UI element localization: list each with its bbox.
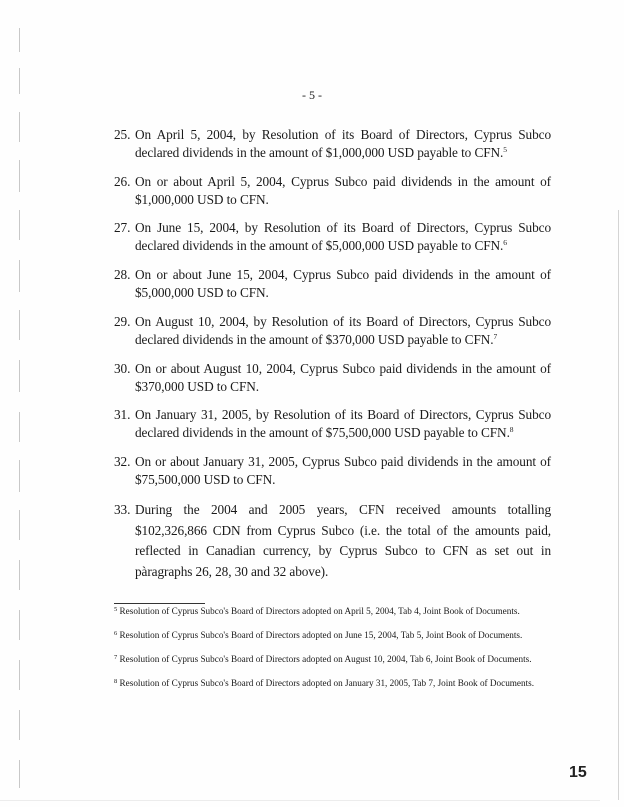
footnote-mark: 7 [114, 654, 118, 661]
edge-mark [19, 510, 20, 540]
paragraph-number: 32. [114, 454, 131, 469]
footnote-separator [114, 603, 205, 604]
edge-mark [19, 710, 20, 740]
edge-mark [19, 560, 20, 590]
bottom-page-edge [0, 800, 600, 801]
footnote-ref: 5 [503, 145, 507, 154]
paragraph-text: During the 2004 and 2005 years, CFN received amounts totalling $102,326,866 CDN from Cyprus Subco (i.e. the total of the amounts paid, reflected in Canadian currency, by Cyprus Subco to CFN as set out in pàragraphs 26, 28, 30 and 32 above). [135, 502, 551, 579]
edge-mark [19, 160, 20, 192]
footnote-text: Resolution of Cyprus Subco's Board of Directors adopted on January 31, 2005, Tab 7, Joint Book of Documents. [119, 678, 535, 688]
paragraph-number: 25. [114, 127, 131, 142]
binder-edge-marks [17, 20, 23, 790]
edge-mark [19, 112, 20, 142]
footnote-text: Resolution of Cyprus Subco's Board of Directors adopted on April 5, 2004, Tab 4, Joint Book of Documents. [119, 606, 520, 616]
edge-mark [19, 260, 20, 292]
edge-mark [19, 210, 20, 240]
footnote-7 [114, 654, 550, 665]
paragraph-text: On or about August 10, 2004, Cyprus Subco paid dividends in the amount of $370,000 USD to CFN. [135, 361, 551, 394]
paragraph-number: 27. [114, 220, 131, 235]
paragraph-26 [114, 173, 551, 209]
paragraph-text: On or about April 5, 2004, Cyprus Subco paid dividends in the amount of $1,000,000 USD to CFN. [135, 174, 551, 207]
paragraph-text: On August 10, 2004, by Resolution of its Board of Directors, Cyprus Subco declared dividends in the amount of $370,000 USD payable to CFN. [135, 314, 551, 347]
paragraph-27 [114, 219, 551, 255]
paragraph-25 [114, 126, 551, 162]
page-number-header: - 5 - [302, 88, 322, 102]
footnote-6 [114, 630, 550, 641]
paragraph-text: On or about January 31, 2005, Cyprus Subco paid dividends in the amount of $75,500,000 USD to CFN. [135, 454, 551, 487]
edge-mark [19, 28, 20, 52]
paragraph-30 [114, 360, 551, 396]
paragraph-number: 31. [114, 407, 131, 422]
edge-mark [19, 660, 20, 690]
paragraph-number: 30. [114, 361, 131, 376]
paragraph-number: 28. [114, 267, 131, 282]
paragraph-number: 33. [114, 502, 131, 517]
paragraph-32 [114, 453, 551, 489]
footnote-mark: 8 [114, 678, 118, 685]
paragraph-28 [114, 266, 551, 302]
footnote-ref: 6 [503, 238, 507, 247]
footnote-text: Resolution of Cyprus Subco's Board of Directors adopted on August 10, 2004, Tab 6, Joint Book of Documents. [119, 654, 532, 664]
footnote-8 [114, 678, 550, 689]
edge-mark [19, 460, 20, 492]
paragraph-text: On June 15, 2004, by Resolution of its Board of Directors, Cyprus Subco declared dividends in the amount of $5,000,000 USD payable to CFN. [135, 220, 551, 253]
footnote-5 [114, 606, 550, 617]
bates-page-number: 15 [569, 764, 587, 781]
paragraph-29 [114, 313, 551, 349]
paragraph-text: On or about June 15, 2004, Cyprus Subco paid dividends in the amount of $5,000,000 USD to CFN. [135, 267, 551, 300]
paragraph-number: 26. [114, 174, 131, 189]
paragraph-text: On January 31, 2005, by Resolution of its Board of Directors, Cyprus Subco declared dividends in the amount of $75,500,000 USD payable to CFN. [135, 407, 551, 440]
footnote-ref: 8 [509, 425, 514, 434]
edge-mark [19, 412, 20, 442]
right-page-edge [618, 210, 619, 800]
footnote-mark: 6 [114, 630, 118, 637]
footnote-text: Resolution of Cyprus Subco's Board of Directors adopted on June 15, 2004, Tab 5, Joint Book of Documents. [119, 630, 523, 640]
edge-mark [19, 360, 20, 392]
paragraph-text: On April 5, 2004, by Resolution of its Board of Directors, Cyprus Subco declared dividends in the amount of $1,000,000 USD payable to CFN. [135, 127, 551, 160]
edge-mark [19, 310, 20, 340]
edge-mark [19, 760, 20, 788]
paragraph-33 [114, 500, 551, 582]
paragraph-number: 29. [114, 314, 131, 329]
edge-mark [19, 610, 20, 640]
paragraph-31 [114, 406, 551, 442]
footnote-ref: 7 [493, 332, 498, 341]
footnote-mark: 5 [114, 606, 118, 613]
